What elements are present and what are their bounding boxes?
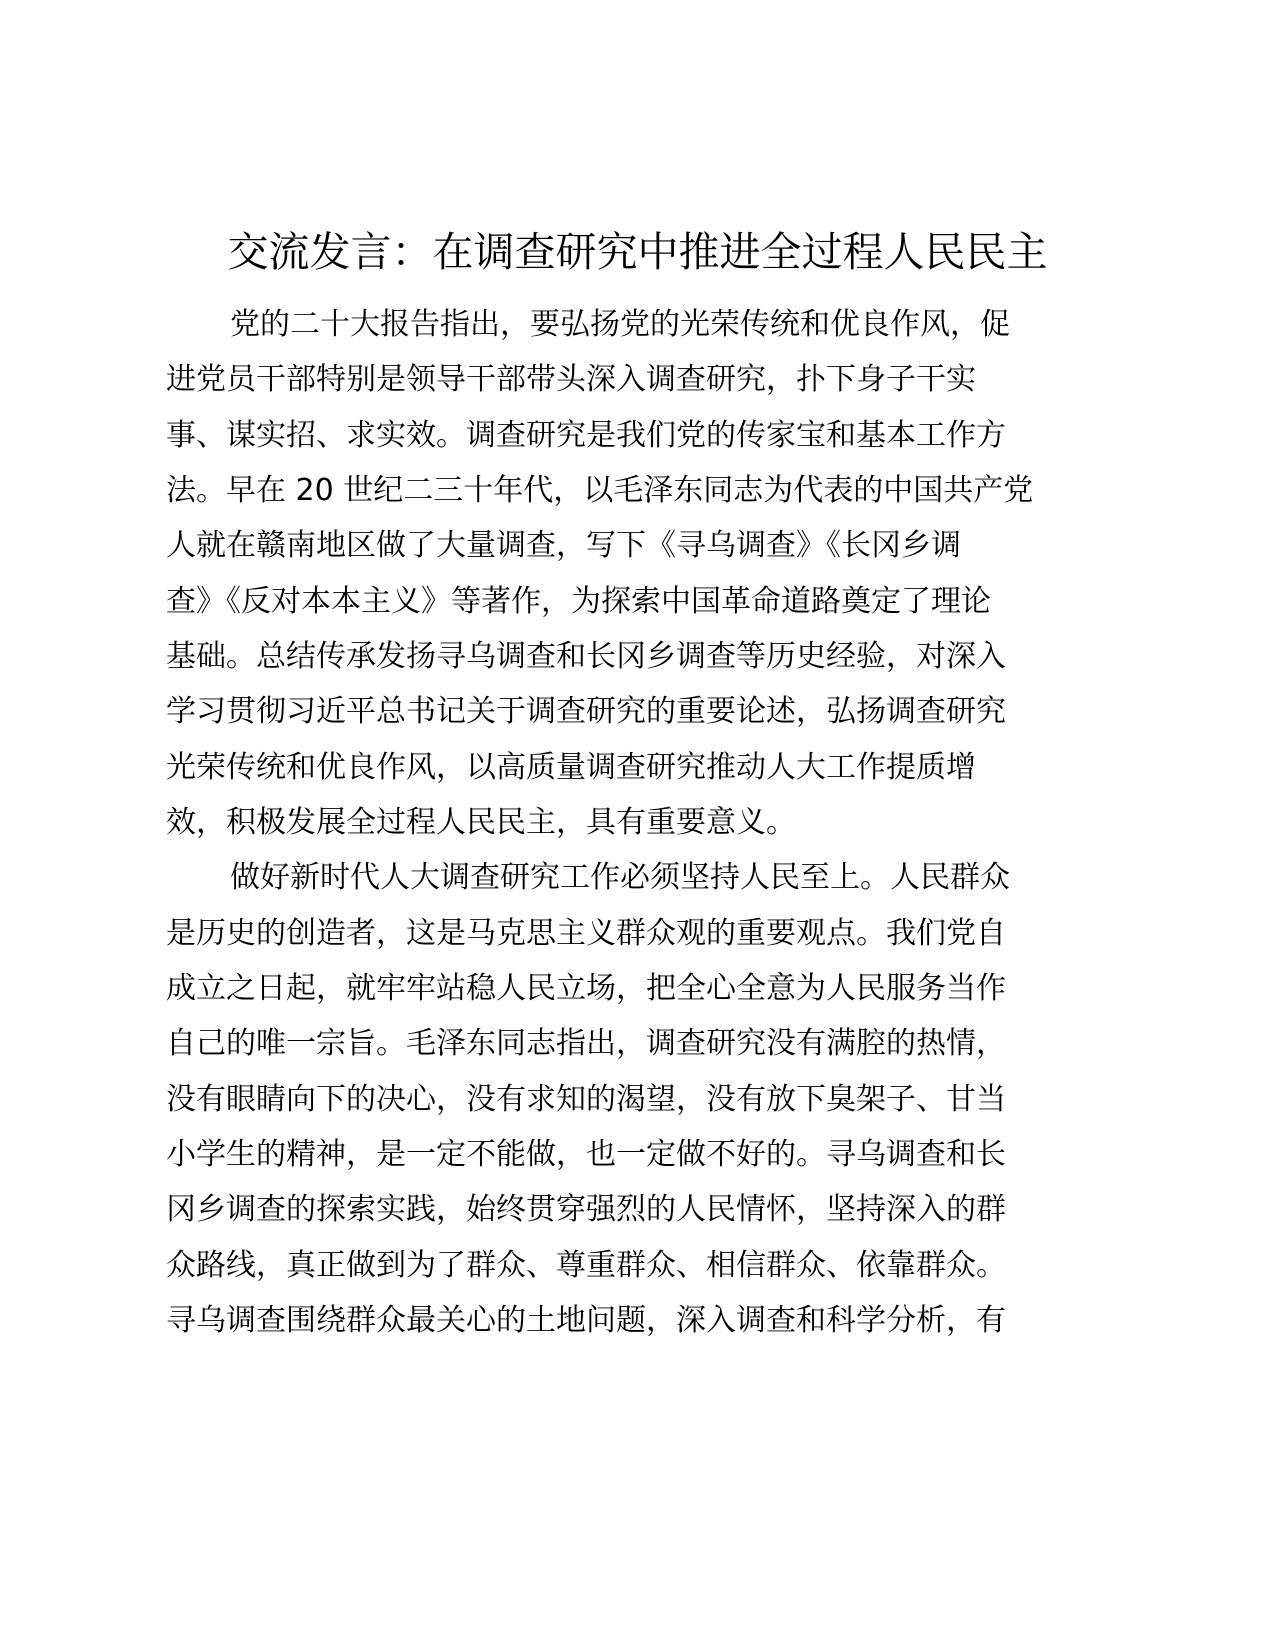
text-line: 冈乡调查的探索实践，始终贯穿强烈的人民情怀，坚持深入的群 [166, 1192, 1006, 1227]
text-line: 寻乌调查围绕群众最关心的土地问题，深入调查和科学分析，有 [166, 1303, 1006, 1338]
text-line: 学习贯彻习近平总书记关于调查研究的重要论述，弘扬调查研究 [166, 694, 1006, 729]
text-line: 自己的唯一宗旨。毛泽东同志指出，调查研究没有满腔的热情， [166, 1026, 1006, 1061]
text-line: 效，积极发展全过程人民民主，具有重要意义。 [166, 805, 796, 840]
text-line: 光荣传统和优良作风，以高质量调查研究推动人大工作提质增 [166, 750, 976, 785]
text-line: 是历史的创造者，这是马克思主义群众观的重要观点。我们党自 [166, 916, 1006, 951]
text-line: 基础。总结传承发扬寻乌调查和长冈乡调查等历史经验，对深入 [166, 639, 1006, 674]
text-line: 做好新时代人大调查研究工作必须坚持人民至上。人民群众 [230, 860, 1010, 895]
text-line: 法。早在 20 世纪二三十年代，以毛泽东同志为代表的中国共产党 [166, 473, 1034, 508]
text-line: 没有眼睛向下的决心，没有求知的渴望，没有放下臭架子、甘当 [166, 1082, 1006, 1117]
text-line: 进党员干部特别是领导干部带头深入调查研究，扑下身子干实 [166, 362, 976, 397]
document-title: 交流发言：在调查研究中推进全过程人民民主 [227, 228, 1048, 276]
text-line: 小学生的精神，是一定不能做，也一定做不好的。寻乌调查和长 [166, 1137, 1006, 1172]
text-line: 查》《反对本本主义》等著作，为探索中国革命道路奠定了理论 [166, 584, 991, 619]
text-line: 众路线，真正做到为了群众、尊重群众、相信群众、依靠群众。 [166, 1248, 1006, 1283]
text-line: 成立之日起，就牢牢站稳人民立场，把全心全意为人民服务当作 [166, 971, 1006, 1006]
text-line: 党的二十大报告指出，要弘扬党的光荣传统和优良作风，促 [230, 307, 1010, 342]
text-line: 人就在赣南地区做了大量调查，写下《寻乌调查》《长冈乡调 [166, 528, 961, 563]
text-line: 事、谋实招、求实效。调查研究是我们党的传家宝和基本工作方 [166, 418, 1006, 453]
